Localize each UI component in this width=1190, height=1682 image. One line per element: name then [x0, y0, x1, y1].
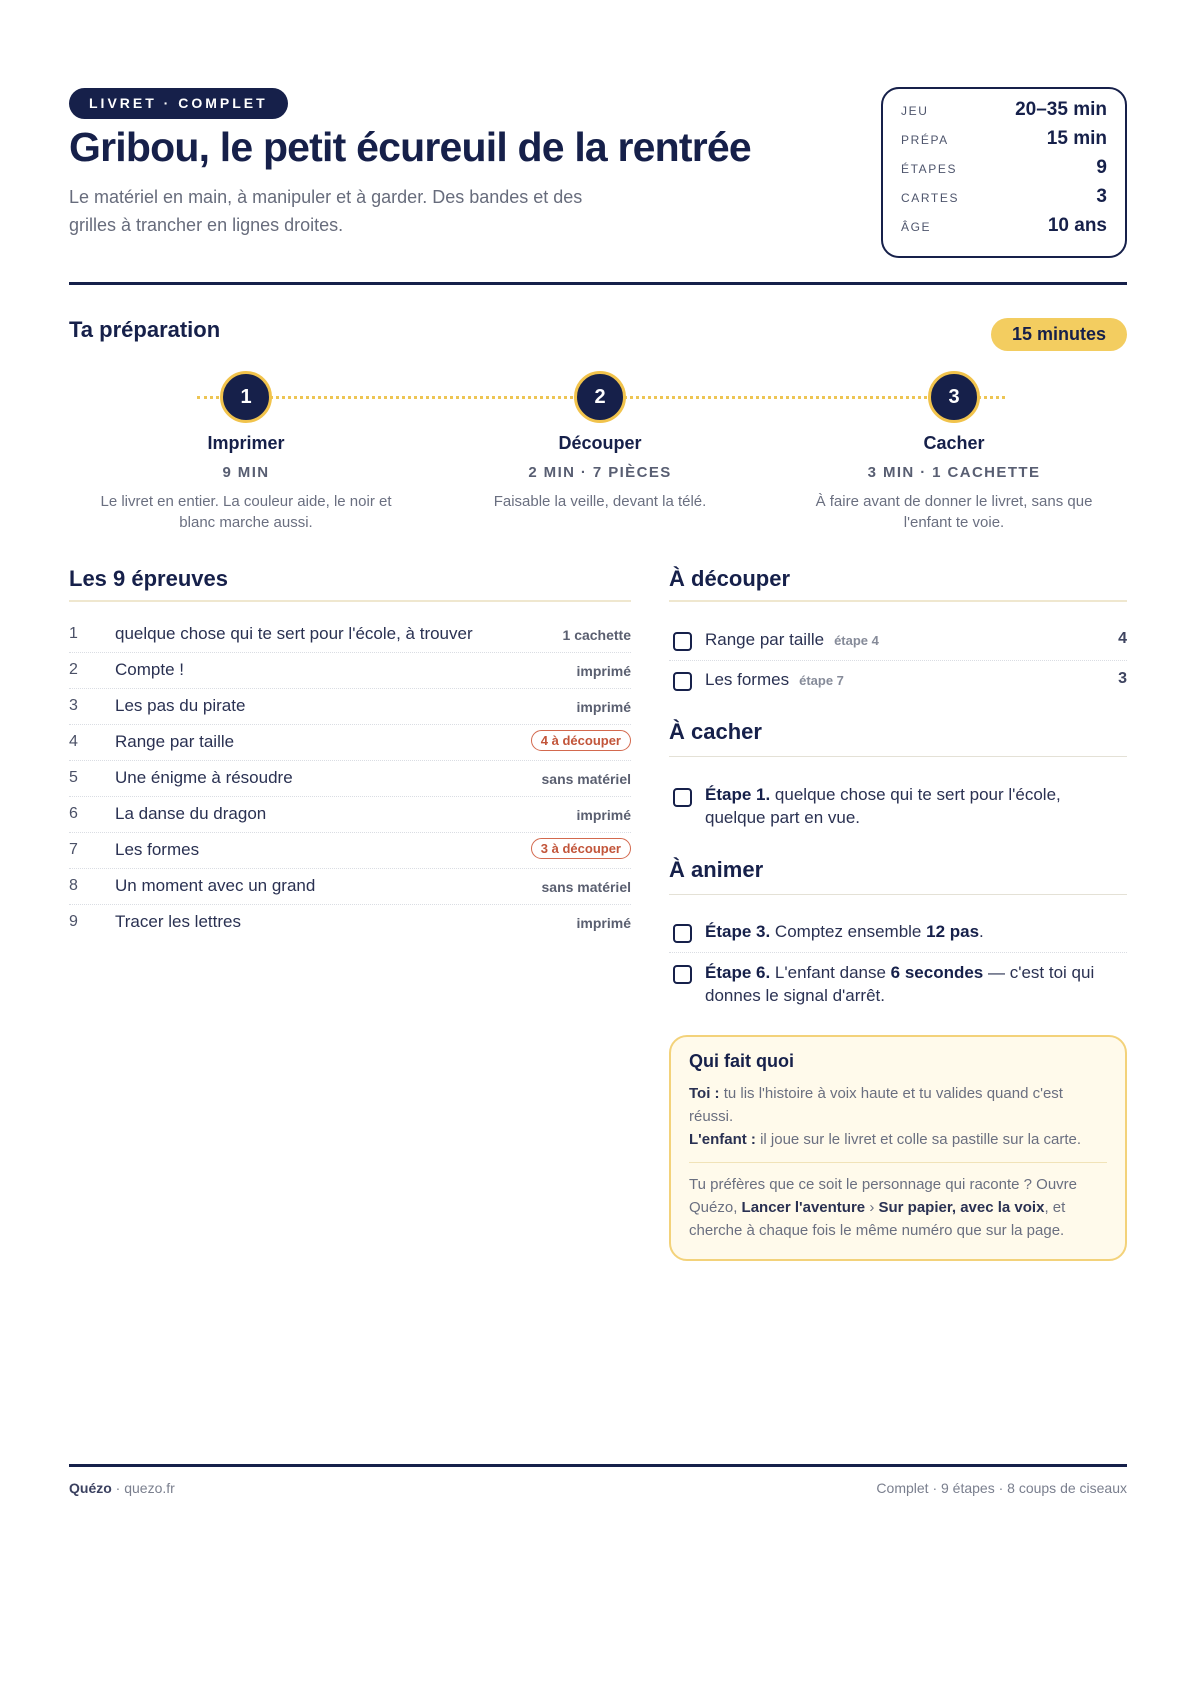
booklet-type-badge: LIVRET · COMPLET	[69, 88, 288, 119]
info-row-cartes	[901, 186, 1107, 215]
step-meta: 3 MIN · 1 CACHETTE	[867, 464, 1041, 481]
qfq-divider	[689, 1162, 1107, 1163]
epreuve-name: quelque chose qui te sert pour l'école, à trouver	[115, 624, 473, 643]
animer-step-text: L'enfant danse	[770, 963, 891, 982]
info-label: PRÉPA	[901, 133, 949, 147]
qfq-title: Qui fait quoi	[689, 1051, 794, 1071]
decouper-item-name: Les formes	[705, 670, 790, 689]
decouper-item-step: étape 7	[799, 673, 844, 688]
decouper-item-count: 3	[1118, 670, 1127, 687]
step-number-badge: 1	[220, 371, 272, 423]
info-value: 20–35 min	[1015, 99, 1107, 120]
qfq-enfant-text: il joue sur le livret et colle sa pastille sur la carte.	[755, 1131, 1082, 1148]
to-cut-badge: 3 à découper	[531, 838, 631, 859]
epreuve-name: Tracer les lettres	[115, 912, 241, 931]
header-divider	[69, 282, 1127, 285]
checkbox[interactable]	[673, 632, 692, 651]
list-item	[69, 689, 631, 725]
cacher-divider	[669, 756, 1127, 757]
row-divider	[669, 660, 1127, 661]
epreuve-number: 1	[69, 625, 78, 642]
step-name: Imprimer	[207, 433, 285, 453]
step-number-badge: 2	[574, 371, 626, 423]
footer-divider	[69, 1464, 1127, 1467]
step-description: Faisable la veille, devant la télé.	[493, 493, 707, 510]
qui-fait-quoi-box	[669, 1035, 1127, 1261]
preparation-duration-pill: 15 minutes	[991, 318, 1127, 351]
animer-step-highlight: 12 pas	[926, 922, 980, 941]
animer-step-lead: Étape 6.	[705, 963, 771, 982]
list-item	[69, 797, 631, 833]
preparation-title: Ta préparation	[69, 317, 221, 342]
qfq-enfant-label: L'enfant :	[689, 1131, 756, 1148]
info-value: 15 min	[1046, 128, 1107, 149]
epreuve-number: 2	[69, 661, 78, 678]
prep-step-decouper	[430, 429, 770, 512]
checkbox[interactable]	[673, 924, 692, 943]
step-number-badge: 3	[928, 371, 980, 423]
info-row-prepa	[901, 128, 1107, 157]
animer-step-text: — c'est toi qui donnes le signal d'arrêt.	[705, 963, 1095, 1005]
step-description: Le livret en entier. La couleur aide, le noir et blanc marche aussi.	[100, 493, 392, 531]
info-value: 9	[1096, 157, 1107, 178]
info-label: ÉTAPES	[901, 162, 958, 176]
info-label: CARTES	[901, 191, 960, 205]
brand-name: Quézo	[69, 1480, 112, 1496]
epreuves-title: Les 9 épreuves	[69, 566, 228, 591]
info-row-etapes	[901, 157, 1107, 186]
list-item	[69, 761, 631, 797]
site-url: · quezo.fr	[111, 1480, 175, 1496]
epreuve-name: Range par taille	[115, 732, 235, 751]
step-description: À faire avant de donner le livret, sans que l'enfant te voie.	[815, 493, 1093, 531]
animer-divider	[669, 894, 1127, 895]
page-title: Gribou, le petit écureuil de la rentrée	[69, 124, 751, 170]
epreuve-material-tag: imprimé	[576, 663, 631, 679]
cacher-item	[705, 783, 1125, 829]
checkbox[interactable]	[673, 965, 692, 984]
info-label: ÂGE	[901, 220, 932, 234]
epreuve-name: Compte !	[115, 660, 184, 679]
list-item	[69, 869, 631, 905]
prep-step-imprimer	[76, 429, 416, 533]
qfq-roles	[689, 1082, 1107, 1151]
epreuve-name: Les formes	[115, 840, 200, 859]
step-name: Découper	[558, 433, 642, 453]
info-value: 10 ans	[1047, 215, 1107, 236]
qfq-toi-text: tu lis l'histoire à voix haute et tu valides quand c'est réussi.	[689, 1085, 1063, 1125]
epreuve-material-tag: imprimé	[576, 699, 631, 715]
qfq-note-text: , et cherche à chaque fois le même numéro que sur la page.	[689, 1199, 1066, 1239]
decouper-divider	[669, 600, 1127, 602]
list-item	[69, 905, 631, 941]
animer-step-lead: Étape 3.	[705, 922, 771, 941]
info-label: JEU	[901, 104, 929, 118]
decouper-item-count: 4	[1118, 630, 1127, 647]
list-item	[69, 725, 631, 761]
epreuve-number: 5	[69, 769, 78, 786]
qfq-note-text: Tu préfères que ce soit le personnage qui raconte ? Ouvre Quézo,	[689, 1176, 1078, 1216]
epreuve-material-tag: sans matériel	[541, 771, 631, 787]
qfq-note-bold: Sur papier, avec la voix	[878, 1199, 1045, 1216]
row-divider	[669, 952, 1127, 953]
epreuve-number: 6	[69, 805, 78, 822]
to-cut-badge: 4 à découper	[531, 730, 631, 751]
animer-step-highlight: 6 secondes	[890, 963, 984, 982]
info-row-jeu	[901, 99, 1107, 128]
animer-step-text: .	[979, 922, 984, 941]
footer-summary: Complet · 9 étapes · 8 coups de ciseaux	[876, 1480, 1127, 1496]
epreuve-name: La danse du dragon	[115, 804, 267, 823]
decouper-item	[705, 668, 844, 692]
cacher-step-text: quelque chose qui te sert pour l'école, quelque part en vue.	[705, 785, 1061, 827]
epreuve-number: 3	[69, 697, 78, 714]
epreuve-material-tag: 1 cachette	[562, 627, 631, 643]
footer-brand	[69, 1480, 175, 1496]
list-item	[69, 653, 631, 689]
epreuve-number: 9	[69, 913, 78, 930]
epreuves-divider	[69, 600, 631, 602]
epreuve-number: 7	[69, 841, 78, 858]
epreuve-name: Une énigme à résoudre	[115, 768, 293, 787]
epreuve-material-tag: imprimé	[576, 915, 631, 931]
epreuve-number: 8	[69, 877, 78, 894]
qfq-note-bold: Lancer l'aventure	[741, 1199, 866, 1216]
epreuve-number: 4	[69, 733, 78, 750]
prep-step-cacher	[784, 429, 1124, 533]
animer-item	[705, 920, 1125, 943]
step-name: Cacher	[923, 433, 985, 453]
list-item	[69, 833, 631, 869]
qfq-note-text: ›	[865, 1199, 879, 1216]
qfq-toi-label: Toi :	[689, 1085, 720, 1102]
animer-title: À animer	[669, 857, 764, 882]
decouper-item-name: Range par taille	[705, 630, 825, 649]
epreuve-name: Les pas du pirate	[115, 696, 246, 715]
checkbox[interactable]	[673, 672, 692, 691]
step-meta: 2 MIN · 7 PIÈCES	[528, 464, 672, 481]
epreuves-list	[69, 617, 631, 941]
decouper-item-step: étape 4	[834, 633, 879, 648]
cacher-title: À cacher	[669, 719, 762, 744]
checkbox[interactable]	[673, 788, 692, 807]
summary-box	[881, 87, 1127, 258]
animer-item	[705, 961, 1105, 1007]
info-value: 3	[1096, 186, 1107, 207]
info-row-age	[901, 215, 1107, 244]
epreuve-material-tag: imprimé	[576, 807, 631, 823]
list-item	[69, 617, 631, 653]
animer-step-text: Comptez ensemble	[770, 922, 927, 941]
cacher-step-lead: Étape 1.	[705, 785, 771, 804]
step-meta: 9 MIN	[222, 464, 270, 481]
epreuve-name: Un moment avec un grand	[115, 876, 316, 895]
epreuve-material-tag: sans matériel	[541, 879, 631, 895]
decouper-title: À découper	[669, 566, 791, 591]
qfq-note	[689, 1173, 1107, 1242]
decouper-item	[705, 628, 879, 652]
page-subtitle: Le matériel en main, à manipuler et à garder. Des bandes et des grilles à trancher en lignes droites.	[69, 187, 583, 235]
